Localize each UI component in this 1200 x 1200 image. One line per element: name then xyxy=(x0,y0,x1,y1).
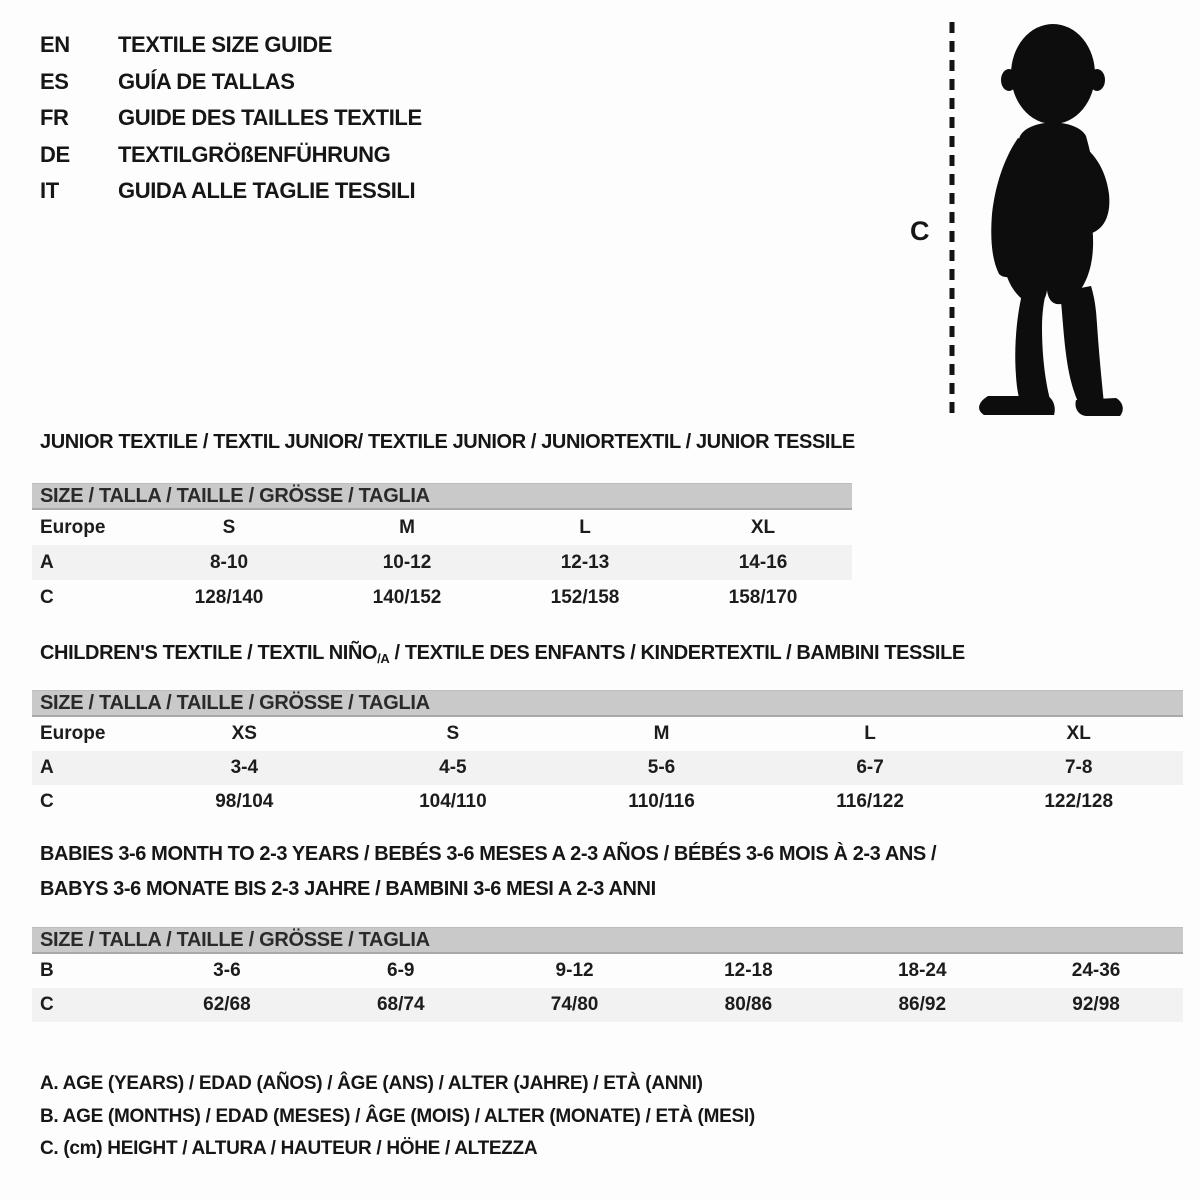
language-title: GUIDA ALLE TAGLIE TESSILI xyxy=(118,178,416,203)
row-label: B xyxy=(40,960,54,981)
language-title: GUÍA DE TALLAS xyxy=(118,68,295,94)
row-label: C xyxy=(40,791,54,812)
size-value-cell: 140/152 xyxy=(372,586,442,608)
size-value-cell: S xyxy=(446,723,460,744)
junior-section-title: JUNIOR TEXTILE / TEXTIL JUNIOR/ TEXTILE JUNIOR / JUNIORTEXTIL / JUNIOR TESSILE xyxy=(40,431,855,453)
size-value-cell: 14-16 xyxy=(738,551,788,573)
size-value-cell: 110/116 xyxy=(628,791,695,812)
size-value-cell: 8-10 xyxy=(209,551,249,573)
size-value-cell: 7-8 xyxy=(1064,757,1093,778)
size-value-cell: 68/74 xyxy=(376,994,425,1015)
size-value-cell: L xyxy=(864,723,876,744)
children-title-subscript: /A xyxy=(377,651,390,666)
children-size-table xyxy=(32,690,1183,819)
size-value-cell: M xyxy=(653,723,670,744)
row-label: C xyxy=(40,994,54,1015)
language-code: EN xyxy=(40,32,70,57)
table-row-a xyxy=(32,545,852,580)
size-value-cell: 6-7 xyxy=(856,757,884,778)
children-title-suffix: / TEXTILE DES ENFANTS / KINDERTEXTIL / BAMBINI TESSILE xyxy=(389,642,965,664)
legend-line-age-months: B. AGE (MONTHS) / EDAD (MESES) / ÂGE (MOIS) / ALTER (MONATE) / ETÀ (MESI) xyxy=(40,1105,755,1127)
size-value-cell: 10-12 xyxy=(382,551,432,573)
size-value-cell: 92/98 xyxy=(1072,994,1120,1015)
row-label: A xyxy=(40,757,54,778)
row-label: A xyxy=(40,551,54,573)
legend xyxy=(40,1068,755,1166)
size-value-cell: 86/92 xyxy=(898,994,947,1015)
legend-line-age-years: A. AGE (YEARS) / EDAD (AÑOS) / ÂGE (ANS) / ALTER (JAHRE) / ETÀ (ANNI) xyxy=(40,1073,703,1094)
toddler-silhouette xyxy=(979,24,1123,416)
language-code: FR xyxy=(40,105,69,130)
table-row-a xyxy=(32,751,1183,785)
size-value-cell: 98/104 xyxy=(215,791,274,812)
row-label: Europe xyxy=(40,723,106,744)
size-value-cell: 6-9 xyxy=(387,960,415,981)
toddler-figure xyxy=(900,14,1190,426)
size-value-cell: S xyxy=(222,516,236,538)
table-row-c xyxy=(32,785,1183,819)
language-title: GUIDE DES TAILLES TEXTILE xyxy=(118,105,422,130)
size-value-cell: 74/80 xyxy=(550,994,599,1015)
legend-line-height: C. (cm) HEIGHT / ALTURA / HAUTEUR / HÖHE / ALTEZZA xyxy=(40,1138,538,1159)
height-label-c: C xyxy=(910,216,930,246)
size-value-cell: 4-5 xyxy=(439,757,467,778)
table-row-c xyxy=(32,988,1183,1022)
table-row-b xyxy=(32,954,1183,988)
size-value-cell: 5-6 xyxy=(647,757,676,778)
babies-size-table xyxy=(32,927,1183,1022)
size-value-cell: 128/140 xyxy=(194,586,264,608)
size-value-cell: 12-13 xyxy=(560,551,610,573)
language-title: TEXTILGRÖßENFÜHRUNG xyxy=(118,141,391,167)
size-header-bar: SIZE / TALLA / TAILLE / GRÖSSE / TAGLIA xyxy=(32,927,1183,954)
size-value-cell: 80/86 xyxy=(724,994,773,1015)
children-title-prefix: CHILDREN'S TEXTILE / TEXTIL NIÑO xyxy=(40,642,378,664)
size-value-cell: L xyxy=(579,516,591,538)
size-value-cell: 116/122 xyxy=(836,791,904,812)
size-value-cell: 152/158 xyxy=(550,586,620,608)
babies-section-title-line1: BABIES 3-6 MONTH TO 2-3 YEARS / BEBÉS 3-6 MESES A 2-3 AÑOS / BÉBÉS 3-6 MOIS À 2-3 ANS / xyxy=(40,843,937,865)
language-title: TEXTILE SIZE GUIDE xyxy=(118,32,333,57)
size-value-cell: XL xyxy=(1066,723,1091,744)
language-list xyxy=(40,27,422,210)
language-code: DE xyxy=(40,141,70,167)
size-value-cell: 158/170 xyxy=(728,586,798,608)
size-value-cell: 12-18 xyxy=(724,960,773,981)
size-value-cell: 104/110 xyxy=(419,791,487,812)
table-row-c xyxy=(32,580,852,615)
babies-section-title-line2: BABYS 3-6 MONATE BIS 2-3 JAHRE / BAMBINI 3-6 MESI A 2-3 ANNI xyxy=(40,878,656,900)
row-label: C xyxy=(40,586,54,608)
junior-size-table xyxy=(32,483,852,615)
row-label: Europe xyxy=(40,516,106,538)
size-value-cell: 3-4 xyxy=(230,757,259,778)
size-value-cell: XL xyxy=(750,516,776,538)
children-section-title xyxy=(40,642,965,666)
size-value-cell: 3-6 xyxy=(213,960,241,981)
language-code: IT xyxy=(40,178,59,203)
table-row-europe xyxy=(32,510,852,545)
size-value-cell: XS xyxy=(231,723,257,744)
language-code: ES xyxy=(40,68,69,94)
size-value-cell: 62/68 xyxy=(203,994,251,1015)
size-header-bar: SIZE / TALLA / TAILLE / GRÖSSE / TAGLIA xyxy=(32,690,1183,717)
size-header-bar: SIZE / TALLA / TAILLE / GRÖSSE / TAGLIA xyxy=(32,483,852,510)
size-value-cell: 18-24 xyxy=(897,960,947,981)
size-value-cell: 122/128 xyxy=(1044,791,1114,812)
table-row-europe xyxy=(32,717,1183,751)
size-value-cell: M xyxy=(399,516,415,538)
size-value-cell: 24-36 xyxy=(1071,960,1121,981)
size-value-cell: 9-12 xyxy=(555,960,594,981)
